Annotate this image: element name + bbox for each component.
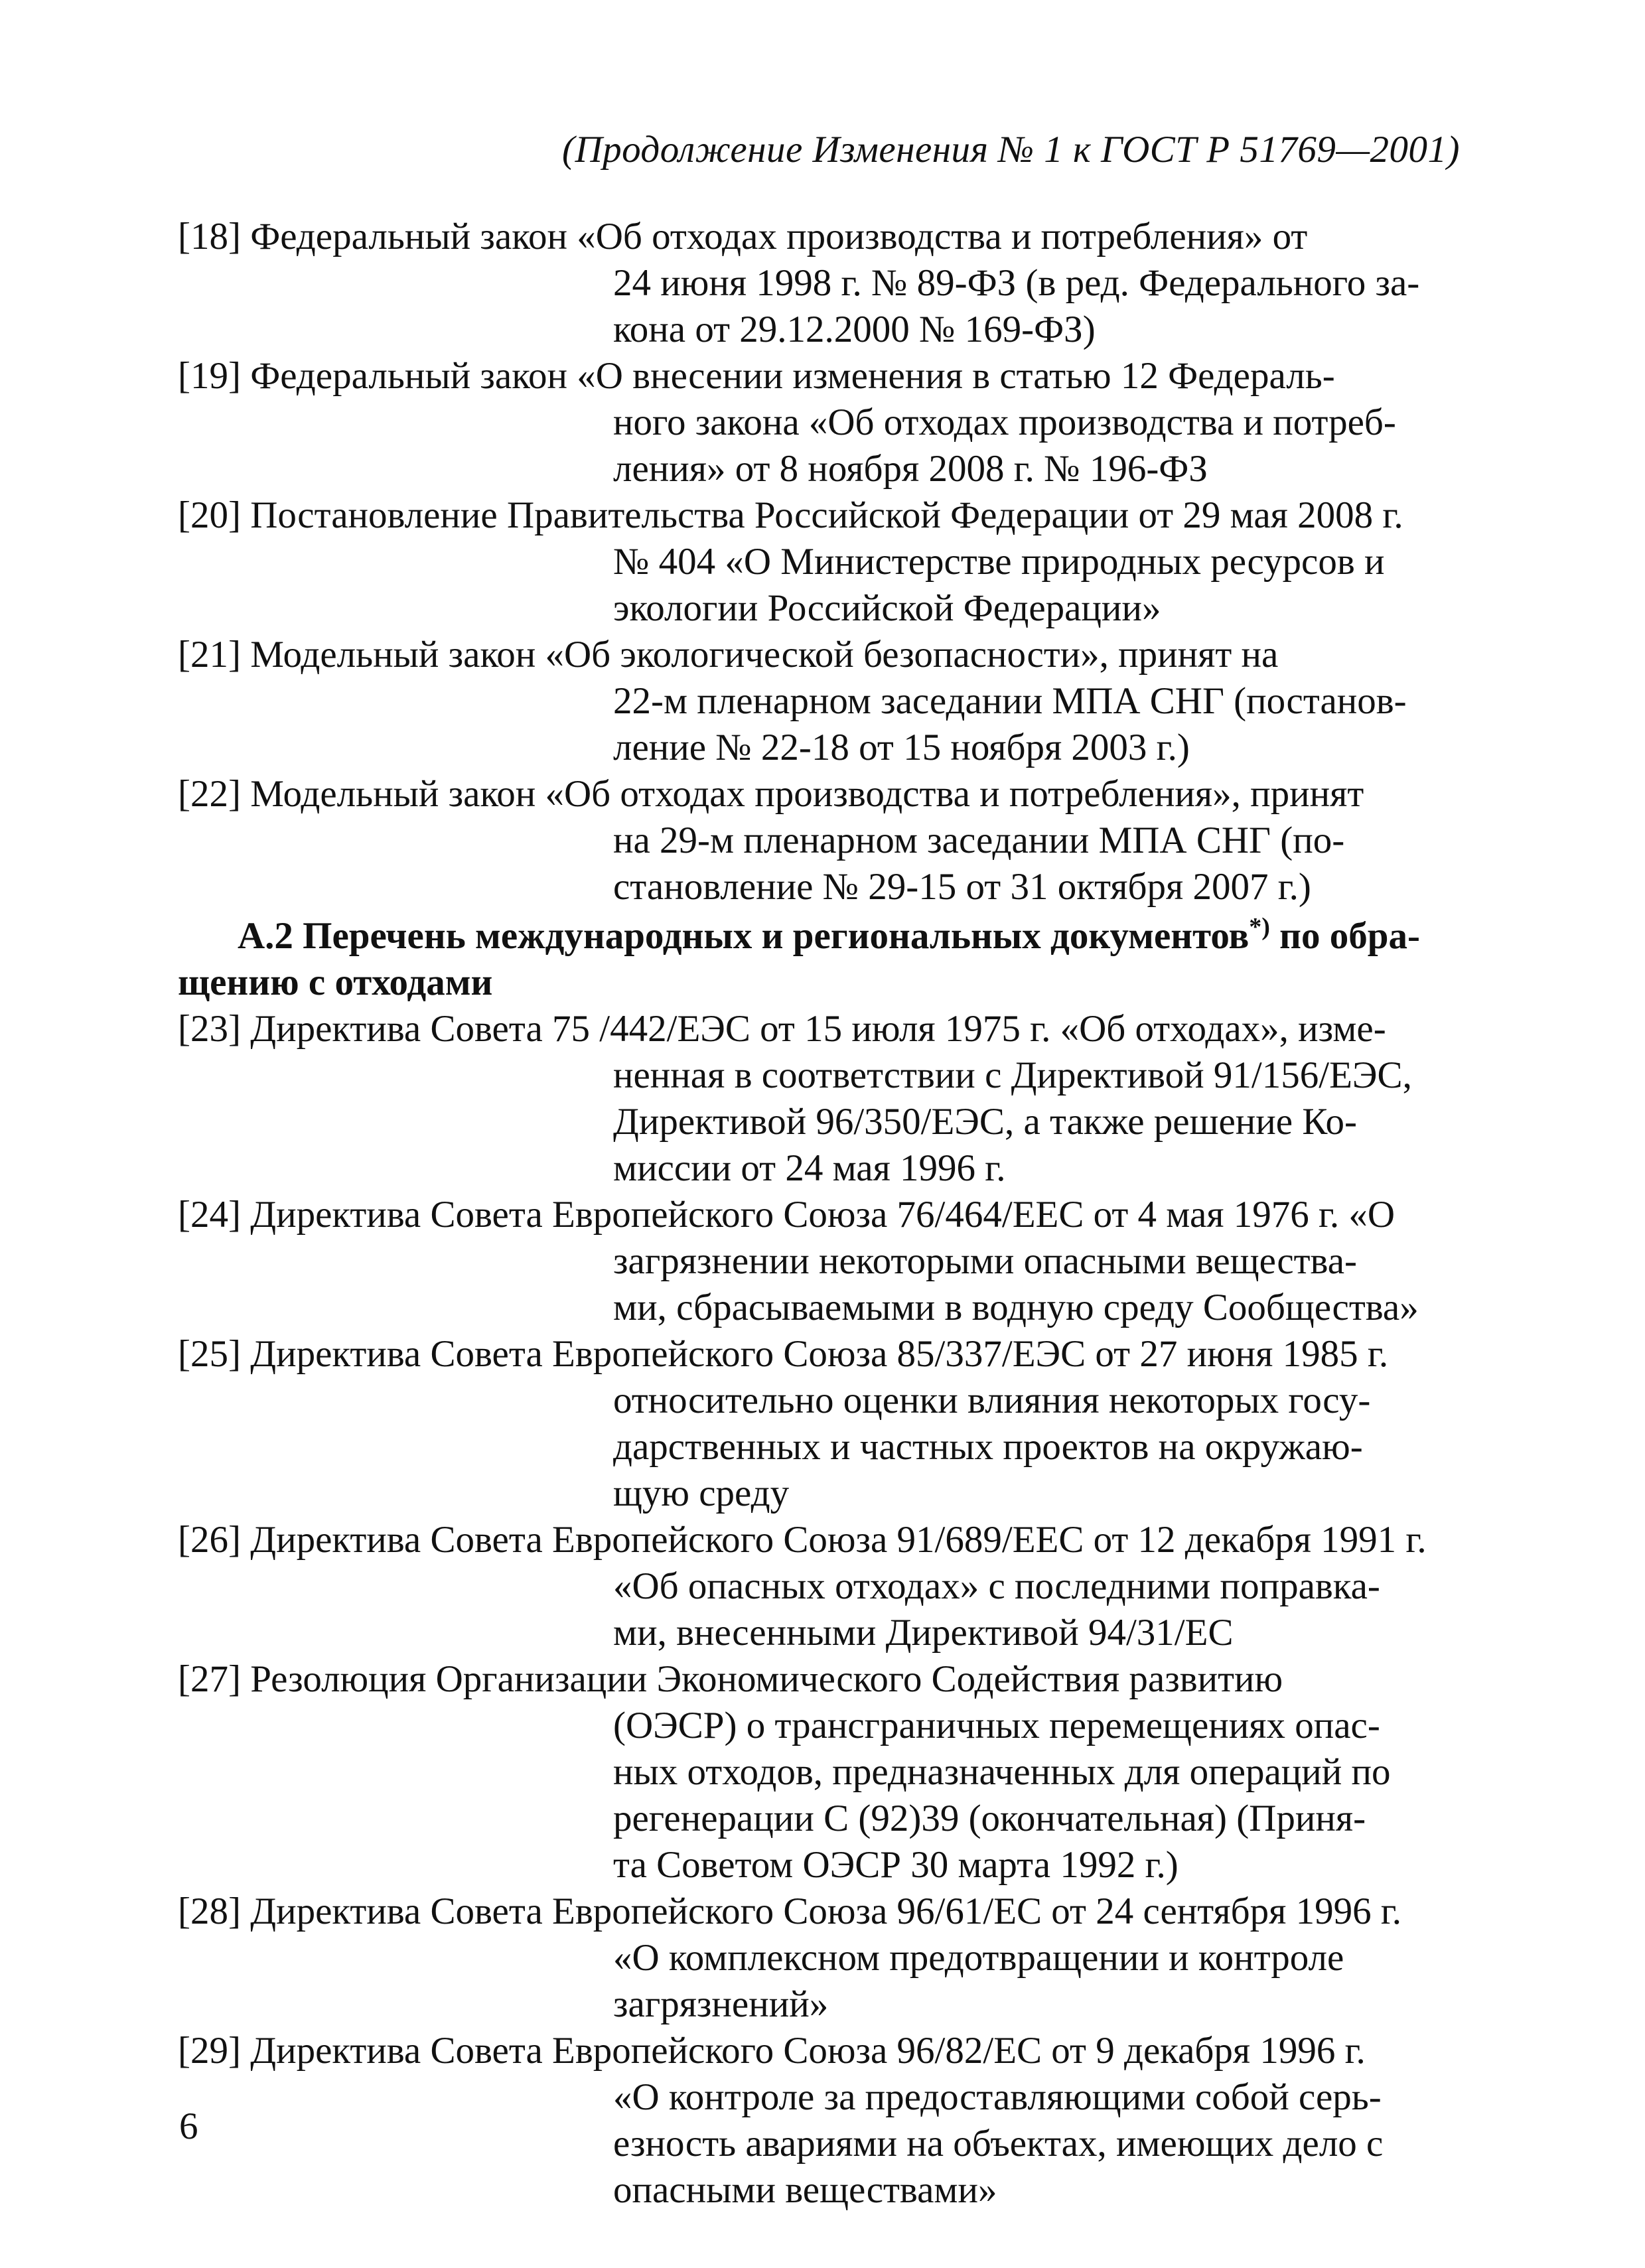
entry-line: ми, внесенными Директивой 94/31/ЕС [613,1612,1234,1654]
entry-line: [21] Модельный закон «Об экологической безопасности», принят на [178,634,1279,675]
bibliography-entry-26 [178,1517,1463,1656]
entry-line: «О комплексном предотвращении и контроле [613,1937,1344,1979]
entry-line: «О контроле за предоставляющими собой серь- [613,2076,1382,2118]
entry-line: [19] Федеральный закон «О внесении изменения в статью 12 Федераль- [178,355,1335,397]
bibliography-entry-28 [178,1888,1463,2028]
bibliography-entry-22 [178,771,1463,910]
entry-line: [24] Директива Совета Европейского Союза 76/464/ЕЕС от 4 мая 1976 г. «О [178,1194,1395,1236]
entry-line: ненная в соответствии с Директивой 91/156/ЕЭС, [613,1054,1412,1096]
bibliography-entry-29 [178,2028,1463,2214]
entry-line: езность авариями на объектах, имеющих дело с [613,2123,1384,2164]
entry-line: [18] Федеральный закон «Об отходах производства и потребления» от [178,216,1308,257]
entry-line: миссии от 24 мая 1996 г. [613,1147,1006,1189]
entry-line: 22-м пленарном заседании МПА СНГ (постанов- [613,680,1407,722]
entry-line: ления» от 8 ноября 2008 г. № 196-ФЗ [613,448,1208,490]
section-heading-line [178,913,1463,959]
entry-line: загрязнении некоторыми опасными вещества- [613,1240,1357,1282]
entry-line: ми, сбрасываемыми в водную среду Сообщества» [613,1287,1419,1328]
bibliography-entry-24 [178,1192,1463,1331]
entry-line: ного закона «Об отходах производства и потреб- [613,401,1396,443]
bibliography-entry-19 [178,353,1463,492]
entry-line: относительно оценки влияния некоторых госу- [613,1380,1371,1421]
bibliography-list [178,214,1463,2214]
entry-line: ных отходов, предназначенных для операций по [613,1751,1391,1793]
bibliography-entry-27 [178,1656,1463,1888]
entry-line: становление № 29-15 от 31 октября 2007 г.) [613,866,1311,908]
bibliography-entry-23 [178,1006,1463,1192]
entry-line: щую среду [613,1472,790,1514]
entry-line: «Об опасных отходах» с последними поправка- [613,1565,1380,1607]
entry-line: [26] Директива Совета Европейского Союза 91/689/ЕЕС от 12 декабря 1991 г. [178,1519,1427,1561]
section-heading-text: А.2 Перечень международных и региональных документов [238,915,1250,957]
entry-line: кона от 29.12.2000 № 169-ФЗ) [613,309,1096,350]
entry-line: ление № 22-18 от 15 ноября 2003 г.) [613,727,1190,768]
entry-line: 24 июня 1998 г. № 89-ФЗ (в ред. Федерального за- [613,262,1420,304]
entry-line: (ОЭСР) о трансграничных перемещениях опас- [613,1705,1380,1746]
entry-line: [28] Директива Совета Европейского Союза 96/61/ЕС от 24 сентября 1996 г. [178,1890,1402,1932]
entry-line: та Советом ОЭСР 30 марта 1992 г.) [613,1844,1179,1886]
entry-line: загрязнений» [613,1983,829,2025]
bibliography-entry-18 [178,214,1463,353]
entry-line: регенерации С (92)39 (окончательная) (Приня- [613,1798,1366,1839]
section-heading-text-end: по обра- [1279,915,1420,957]
bibliography-entry-25 [178,1331,1463,1517]
page-number: 6 [179,2105,198,2147]
entry-line: № 404 «О Министерстве природных ресурсов и [613,541,1385,583]
entry-line: на 29-м пленарном заседании МПА СНГ (по- [613,819,1345,861]
entry-line: экологии Российской Федерации» [613,587,1161,629]
entry-line: [22] Модельный закон «Об отходах производства и потребления», принят [178,773,1364,815]
footnote-mark: *) [1249,913,1270,941]
entry-line: [23] Директива Совета 75 /442/ЕЭС от 15 июля 1975 г. «Об отходах», изме- [178,1008,1386,1050]
bibliography-entry-21 [178,632,1463,771]
entry-line: [29] Директива Совета Европейского Союза 96/82/ЕС от 9 декабря 1996 г. [178,2030,1366,2072]
section-heading-line: щению с отходами [178,961,493,1003]
page-header: (Продолжение Изменения № 1 к ГОСТ Р 51769—2001) [561,129,1460,171]
entry-line: Директивой 96/350/ЕЭС, а также решение Ко- [613,1101,1357,1143]
section-heading-a2 [178,913,1463,1006]
entry-line: [20] Постановление Правительства Российской Федерации от 29 мая 2008 г. [178,494,1403,536]
entry-line: дарственных и частных проектов на окружаю- [613,1426,1363,1468]
entry-line: опасными веществами» [613,2169,997,2211]
bibliography-entry-20 [178,492,1463,632]
entry-line: [25] Директива Совета Европейского Союза 85/337/ЕЭС от 27 июня 1985 г. [178,1333,1389,1375]
entry-line: [27] Резолюция Организации Экономического Содействия развитию [178,1658,1283,1700]
